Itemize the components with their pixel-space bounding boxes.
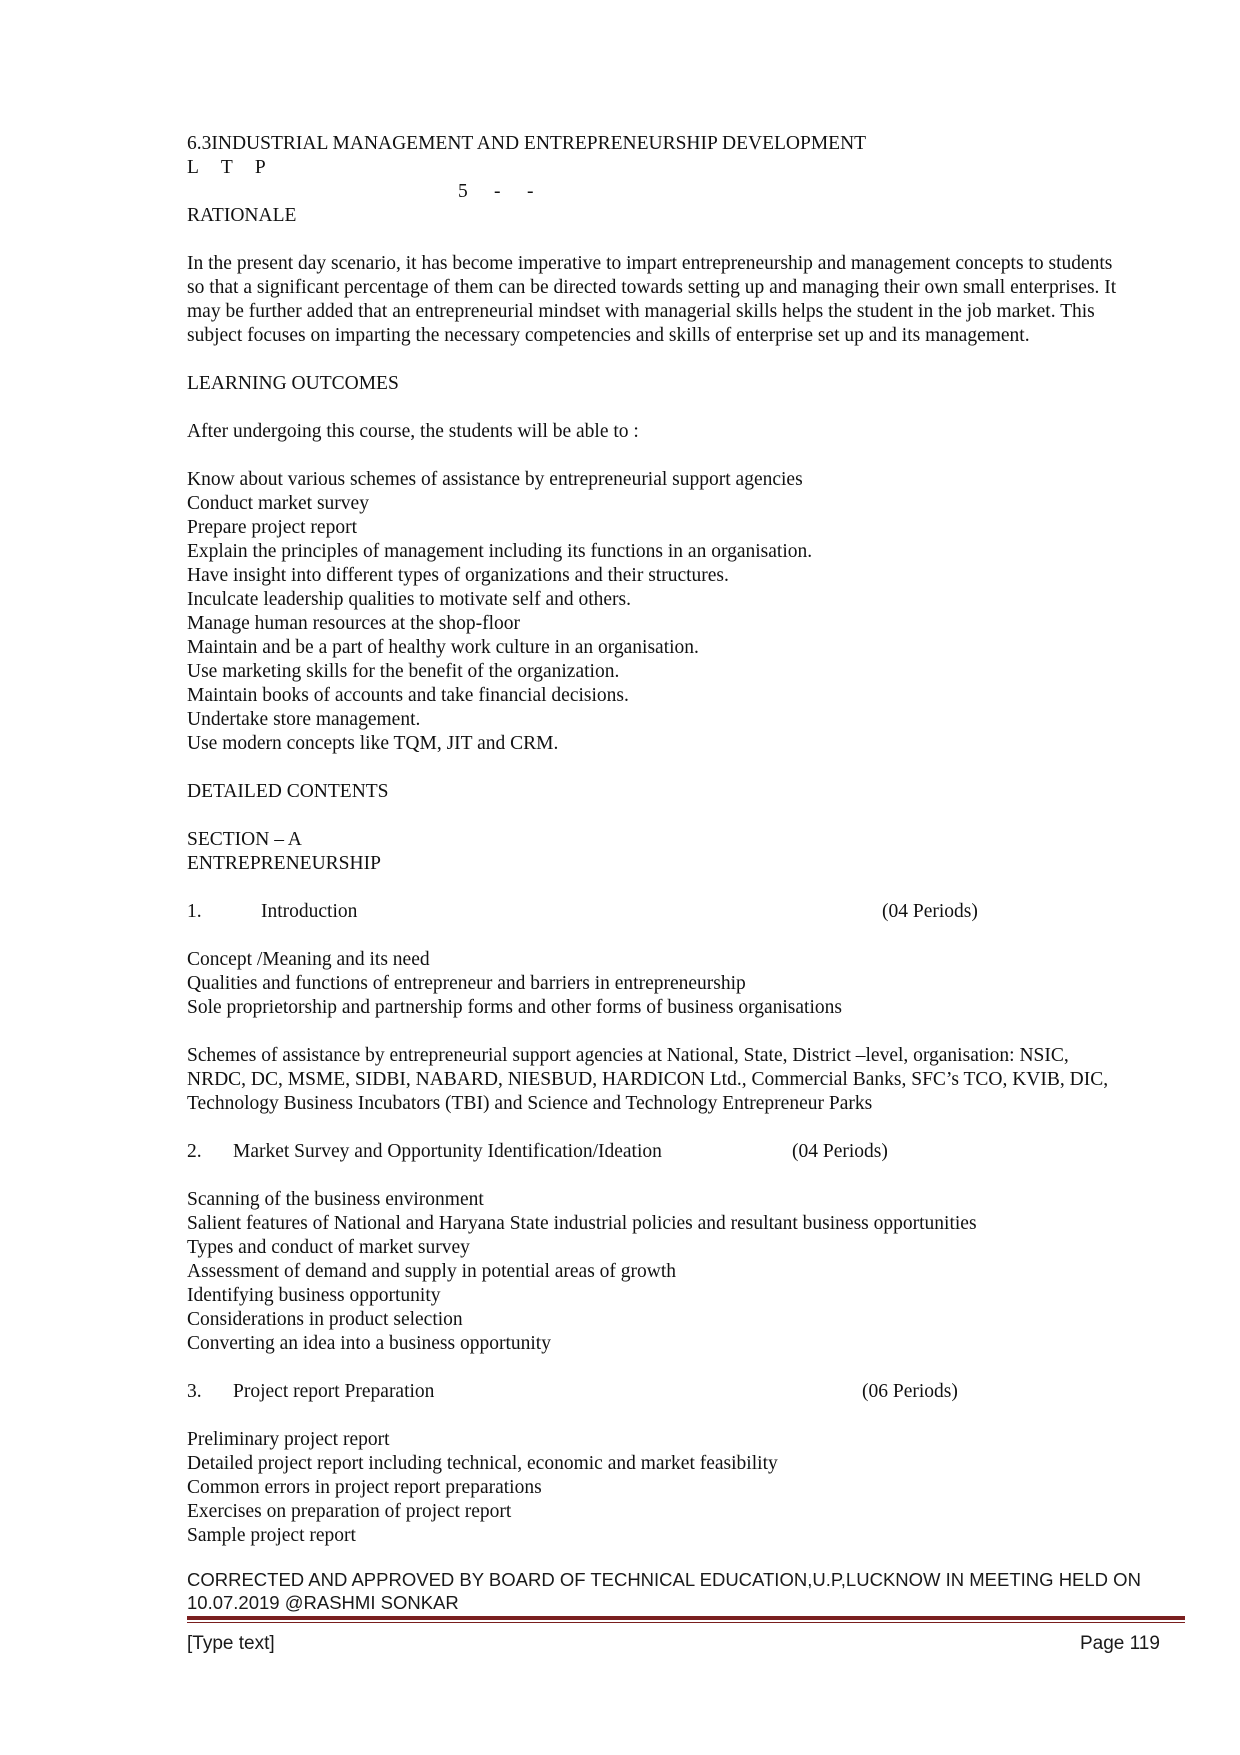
list-item: Considerations in product selection (187, 1309, 463, 1330)
approval-note-line: CORRECTED AND APPROVED BY BOARD OF TECHNICAL EDUCATION,U.P,LUCKNOW IN MEETING HELD ON (187, 1569, 1141, 1590)
list-item: Conduct market survey (187, 493, 369, 514)
unit-heading-1 (187, 900, 1187, 924)
unit-number: 1. (187, 901, 202, 922)
list-item: Use marketing skills for the benefit of the organization. (187, 661, 620, 682)
list-item: Prepare project report (187, 517, 357, 538)
list-item: Maintain and be a part of healthy work culture in an organisation. (187, 637, 699, 658)
list-item: Preliminary project report (187, 1429, 390, 1450)
list-item: Assessment of demand and supply in potential areas of growth (187, 1261, 677, 1282)
list-item: Scanning of the business environment (187, 1189, 484, 1210)
footer-divider-thin (187, 1622, 1185, 1623)
ltp-labels (187, 156, 1187, 180)
section-title: ENTREPRENEURSHIP (187, 853, 381, 874)
list-item: Salient features of National and Haryana State industrial policies and resultant business opportunities (187, 1213, 977, 1234)
list-item: Converting an idea into a business opportunity (187, 1333, 551, 1354)
footer-placeholder-text: [Type text] (187, 1633, 275, 1654)
list-item: Qualities and functions of entrepreneur and barriers in entrepreneurship (187, 973, 746, 994)
approval-note-line: 10.07.2019 @RASHMI SONKAR (187, 1592, 459, 1613)
document-page (187, 132, 1187, 1548)
ltp-label-t: T (220, 157, 233, 178)
list-item: Sole proprietorship and partnership forms and other forms of business organisations (187, 997, 842, 1018)
unit-periods: (06 Periods) (862, 1381, 958, 1402)
list-item: Maintain books of accounts and take financial decisions. (187, 685, 629, 706)
unit-heading-3 (187, 1380, 1187, 1404)
rationale-paragraph (187, 252, 1187, 348)
ltp-value-l: 5 (458, 181, 468, 202)
schemes-line: Schemes of assistance by entrepreneurial support agencies at National, State, District –level, organisation: NSIC, (187, 1045, 1069, 1066)
ltp-label-l: L (187, 157, 199, 178)
list-item: Sample project report (187, 1525, 356, 1546)
rationale-line: In the present day scenario, it has become imperative to impart entrepreneurship and management concepts to students (187, 253, 1113, 274)
rationale-line: subject focuses on imparting the necessary competencies and skills of enterprise set up and its management. (187, 325, 1030, 346)
approval-note (187, 1568, 1187, 1614)
learning-outcomes-heading: LEARNING OUTCOMES (187, 373, 399, 394)
ltp-label-p: P (254, 157, 266, 178)
ltp-value-t: - (494, 181, 501, 202)
unit-title: Market Survey and Opportunity Identification/Ideation (233, 1141, 662, 1162)
schemes-line: Technology Business Incubators (TBI) and Science and Technology Entrepreneur Parks (187, 1093, 873, 1114)
page-number: Page 119 (1080, 1633, 1160, 1654)
document-title: 6.3INDUSTRIAL MANAGEMENT AND ENTREPRENEURSHIP DEVELOPMENT (187, 133, 867, 154)
unit-number: 2. (187, 1141, 202, 1162)
learning-outcomes-intro: After undergoing this course, the students will be able to : (187, 421, 639, 442)
rationale-line: so that a significant percentage of them can be directed towards setting up and managing their own small enterprises. It (187, 277, 1117, 298)
list-item: Explain the principles of management including its functions in an organisation. (187, 541, 813, 562)
unit-periods: (04 Periods) (882, 901, 978, 922)
list-item: Common errors in project report preparations (187, 1477, 542, 1498)
list-item: Undertake store management. (187, 709, 421, 730)
footer-divider-thick (187, 1616, 1185, 1620)
rationale-heading: RATIONALE (187, 205, 297, 226)
unit-title: Project report Preparation (233, 1381, 435, 1402)
list-item: Detailed project report including technical, economic and market feasibility (187, 1453, 778, 1474)
list-item: Use modern concepts like TQM, JIT and CRM. (187, 733, 559, 754)
list-item: Have insight into different types of organizations and their structures. (187, 565, 729, 586)
unit-periods: (04 Periods) (792, 1141, 888, 1162)
section-label: SECTION – A (187, 829, 302, 850)
list-item: Types and conduct of market survey (187, 1237, 470, 1258)
unit-number: 3. (187, 1381, 202, 1402)
list-item: Concept /Meaning and its need (187, 949, 430, 970)
list-item: Exercises on preparation of project report (187, 1501, 512, 1522)
ltp-value-p: - (527, 181, 534, 202)
ltp-values (187, 180, 1187, 204)
unit-title: Introduction (261, 901, 358, 922)
schemes-line: NRDC, DC, MSME, SIDBI, NABARD, NIESBUD, HARDICON Ltd., Commercial Banks, SFC’s TCO, KVIB, DIC, (187, 1069, 1109, 1090)
rationale-line: may be further added that an entrepreneurial mindset with managerial skills helps the student in the job market. This (187, 301, 1095, 322)
schemes-paragraph (187, 1044, 1187, 1116)
list-item: Manage human resources at the shop-floor (187, 613, 521, 634)
list-item: Know about various schemes of assistance by entrepreneurial support agencies (187, 469, 803, 490)
detailed-contents-heading: DETAILED CONTENTS (187, 781, 389, 802)
learning-outcomes-list (187, 468, 1187, 756)
unit-heading-2 (187, 1140, 1187, 1164)
list-item: Inculcate leadership qualities to motivate self and others. (187, 589, 632, 610)
list-item: Identifying business opportunity (187, 1285, 441, 1306)
